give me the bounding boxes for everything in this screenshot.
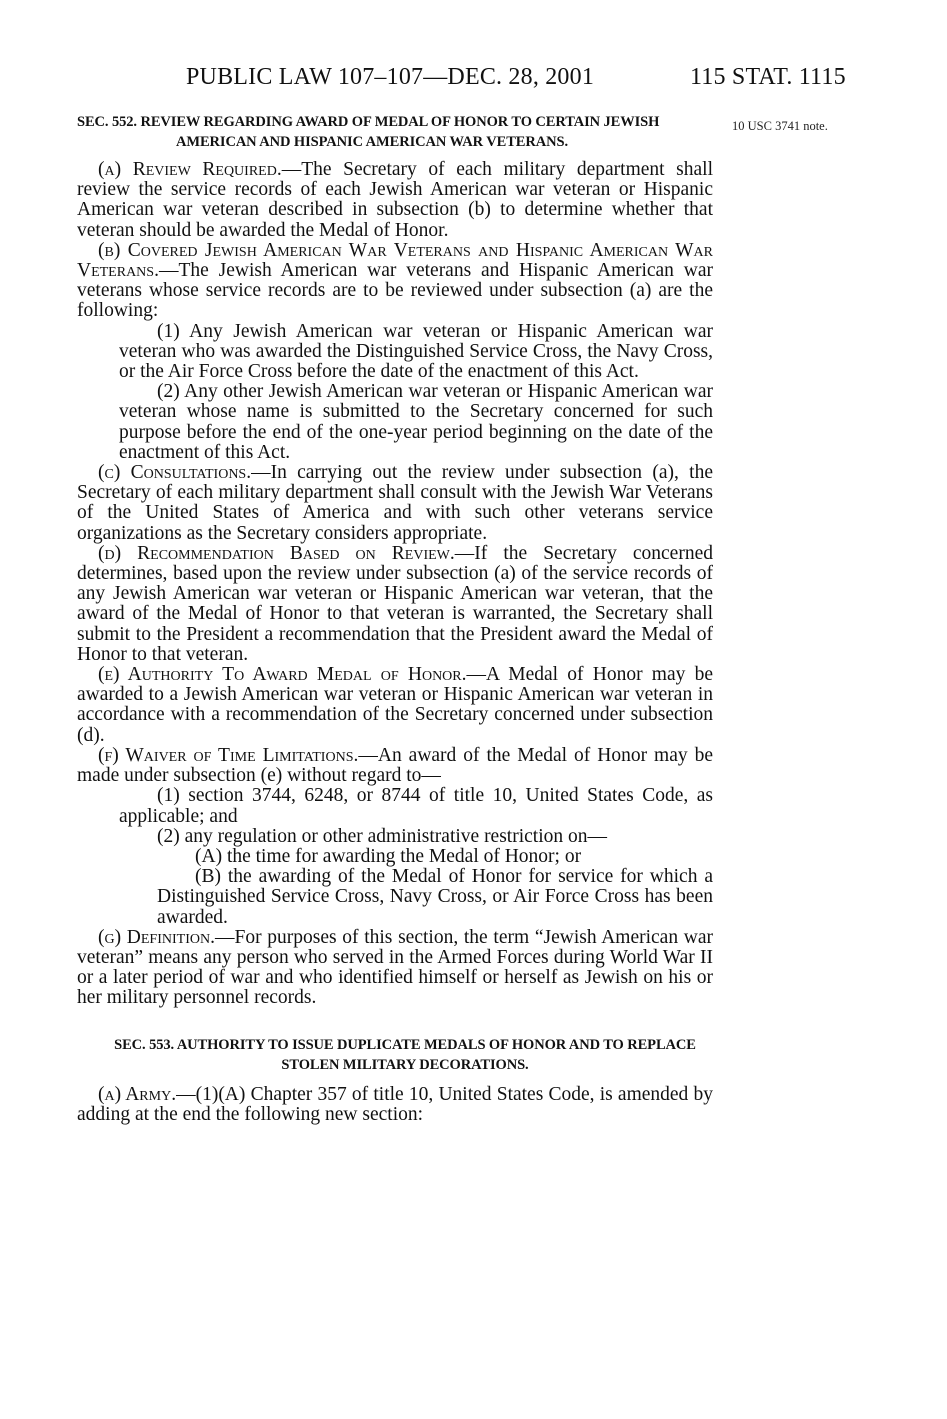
public-law-citation: PUBLIC LAW 107–107—DEC. 28, 2001 <box>186 64 595 90</box>
section-553-subsection-a-text: —(1)(A) Chapter 357 of title 10, United States Code, is amended by adding at the end the following new section: <box>77 1083 713 1125</box>
subsection-e <box>77 665 713 746</box>
subsection-c-heading: (c) Consultations. <box>98 462 252 484</box>
section-552-heading <box>77 112 713 152</box>
subsection-b <box>77 241 713 322</box>
subsection-b-heading: (b) Covered Jewish American War Veterans and Hispanic American War Veterans. <box>77 239 713 282</box>
subsection-e-text: —A Medal of Honor may be awarded to a Jewish American war veteran or Hispanic American war veteran in accordance with a recommendation of the Secretary concerned under subsection (d). <box>77 664 713 746</box>
paragraph-b2: (2) Any other Jewish American war veteran or Hispanic American war veteran whose name is submitted to the Secretary concerned for such purpose before the end of the one-year period beginning on the date of the enactment of this Act. <box>119 381 713 463</box>
subsection-c <box>77 463 713 544</box>
statute-page-number: 115 STAT. 1115 <box>690 64 846 90</box>
paragraph-b1: (1) Any Jewish American war veteran or Hispanic American war veteran who was awarded the Distinguished Service Cross, the Navy Cross, or the Air Force Cross before the date of the enactment of this Act. <box>119 320 713 383</box>
subsection-a-text: —The Secretary of each military department shall review the service records of each Jewish American war veteran or Hispanic American war veteran described in subsection (b) to determine whether that veteran should be awarded the Medal of Honor. <box>77 159 713 241</box>
subsection-g-text: —For purposes of this section, the term “Jewish American war veteran” means any person who served in the Armed Forces during World War II or a later period of war and who identified himself or herself as Jewish on his or her military personnel records. <box>77 926 713 1009</box>
section-552-number: SEC. 552. <box>77 114 137 130</box>
section-553-number: SEC. 553. <box>114 1036 175 1053</box>
subsection-g <box>77 928 713 1009</box>
subsection-f <box>77 746 713 786</box>
subsection-c-text: —In carrying out the review under subsection (a), the Secretary of each military department shall consult with the Jewish War Veterans of the United States of America and with such other veterans service organizations as the Secretary considers appropriate. <box>77 462 713 544</box>
subsection-f-text: —An award of the Medal of Honor may be made under subsection (e) without regard to— <box>77 744 713 787</box>
paragraph-f2: (2) any regulation or other administrative restriction on— <box>157 825 607 847</box>
subsection-f-heading: (f) Waiver of Time Limitations. <box>98 744 359 766</box>
section-553-subsection-a <box>77 1085 713 1125</box>
subsection-e-heading: (e) Authority To Award Medal of Honor. <box>98 664 467 686</box>
subsection-d <box>77 544 713 665</box>
subsection-a <box>77 160 713 241</box>
section-552-title: REVIEW REGARDING AWARD OF MEDAL OF HONOR TO CERTAIN JEWISH AMERICAN AND HISPANIC AMERICAN WAR VETERANS. <box>140 114 660 150</box>
subparagraph-f2B: (B) the awarding of the Medal of Honor for service for which a Distinguished Service Cross, Navy Cross, or Air Force Cross has been awarded. <box>157 866 713 928</box>
document-body <box>77 112 713 1125</box>
subparagraph-f2A: (A) the time for awarding the Medal of Honor; or <box>195 845 582 867</box>
section-553-subsection-a-heading: (a) Army. <box>98 1083 177 1105</box>
section-553-title: AUTHORITY TO ISSUE DUPLICATE MEDALS OF HONOR AND TO REPLACE STOLEN MILITARY DECORATIONS. <box>176 1036 696 1073</box>
subsection-a-heading: (a) Review Required. <box>98 159 282 180</box>
subsection-d-heading: (d) Recommendation Based on Review. <box>98 542 455 564</box>
paragraph-f1: (1) section 3744, 6248, or 8744 of title 10, United States Code, as applicable; and <box>119 785 713 827</box>
page-header <box>0 64 947 96</box>
subsection-b-text: —The Jewish American war veterans and Hispanic American war veterans whose service records are to be reviewed under subsection (a) are the following: <box>77 260 713 322</box>
section-553-heading <box>77 1035 713 1075</box>
subsection-d-text: —If the Secretary concerned determines, based upon the review under subsection (a) of the service records of any Jewish American war veteran or Hispanic American war veteran, that the award of the Medal of Honor to that veteran is warranted, the Secretary shall submit to the President a recommendation that the President award the Medal of Honor to that veteran. <box>77 542 713 665</box>
subsection-g-heading: (g) Definition. <box>98 926 215 948</box>
margin-note: 10 USC 3741 note. <box>732 119 828 133</box>
